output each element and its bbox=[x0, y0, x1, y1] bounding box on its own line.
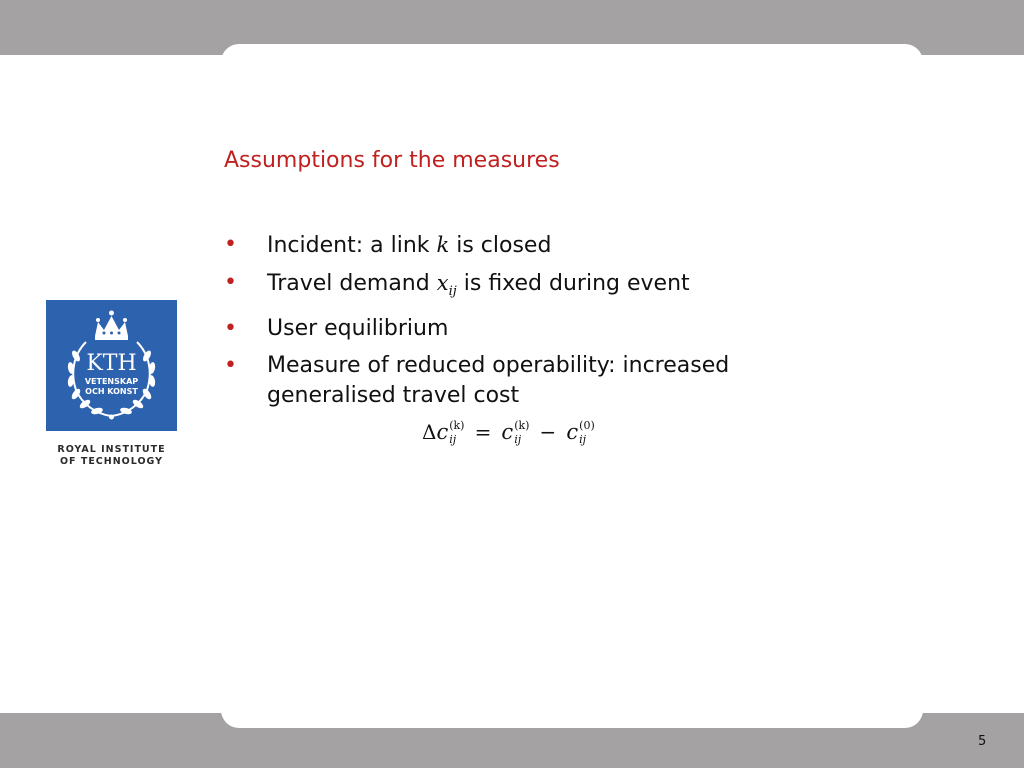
math-variable: k bbox=[436, 233, 450, 257]
bullet-text: Travel demand bbox=[267, 271, 437, 296]
equation-subscript: ij bbox=[579, 433, 587, 446]
bullet-dot-icon: • bbox=[224, 232, 237, 257]
equals-sign: = bbox=[474, 420, 492, 444]
delta-symbol: Δ bbox=[422, 420, 437, 444]
equation-superscript: (0) bbox=[579, 419, 595, 432]
kth-seal-icon bbox=[46, 300, 177, 431]
slide-title: Assumptions for the measures bbox=[224, 148, 560, 173]
kth-logo bbox=[46, 300, 177, 431]
equation-subscript: ij bbox=[449, 433, 457, 446]
bullet-dot-icon: • bbox=[224, 270, 237, 295]
bullet-item-incident bbox=[224, 230, 864, 261]
equation-indices bbox=[449, 420, 464, 446]
equation-variable: c bbox=[566, 420, 579, 444]
bullet-text: Incident: a link bbox=[267, 233, 437, 258]
logo-acronym: KTH bbox=[86, 351, 137, 376]
page-number: 5 bbox=[978, 734, 987, 749]
logo-motto-line-2: OCH KONST bbox=[85, 387, 138, 396]
bullet-text: Measure of reduced operability: increased generalised travel cost bbox=[267, 353, 730, 408]
logo-motto-line-1: VETENSKAP bbox=[84, 377, 139, 386]
bullet-dot-icon: • bbox=[224, 316, 237, 341]
institution-name-line-2: OF TECHNOLOGY bbox=[59, 456, 164, 467]
equation-superscript: (k) bbox=[449, 419, 465, 432]
bullet-item-measure bbox=[224, 351, 864, 411]
equation-term-2 bbox=[566, 420, 594, 446]
bullet-item-travel-demand bbox=[224, 268, 864, 307]
equation-variable: c bbox=[501, 420, 514, 444]
bullet-text-tail: is fixed during event bbox=[456, 271, 690, 296]
cost-difference-equation bbox=[422, 420, 595, 460]
bullet-text-tail: is closed bbox=[449, 233, 552, 258]
equation-subscript: ij bbox=[514, 433, 522, 446]
equation-variable: c bbox=[436, 420, 449, 444]
bullet-dot-icon: • bbox=[224, 353, 237, 378]
equation-indices bbox=[514, 420, 529, 446]
bullet-list bbox=[224, 230, 864, 418]
equation-superscript: (k) bbox=[514, 419, 530, 432]
equation-lhs bbox=[422, 420, 464, 446]
math-variable: x bbox=[436, 271, 449, 295]
minus-sign: − bbox=[539, 420, 557, 444]
bullet-item-user-equilibrium bbox=[224, 314, 864, 344]
institution-name-line-1: ROYAL INSTITUTE bbox=[57, 444, 166, 455]
bullet-text: User equilibrium bbox=[267, 316, 449, 341]
equation-indices bbox=[579, 420, 595, 446]
math-subscript: ij bbox=[448, 284, 457, 299]
equation-term-1 bbox=[501, 420, 529, 446]
